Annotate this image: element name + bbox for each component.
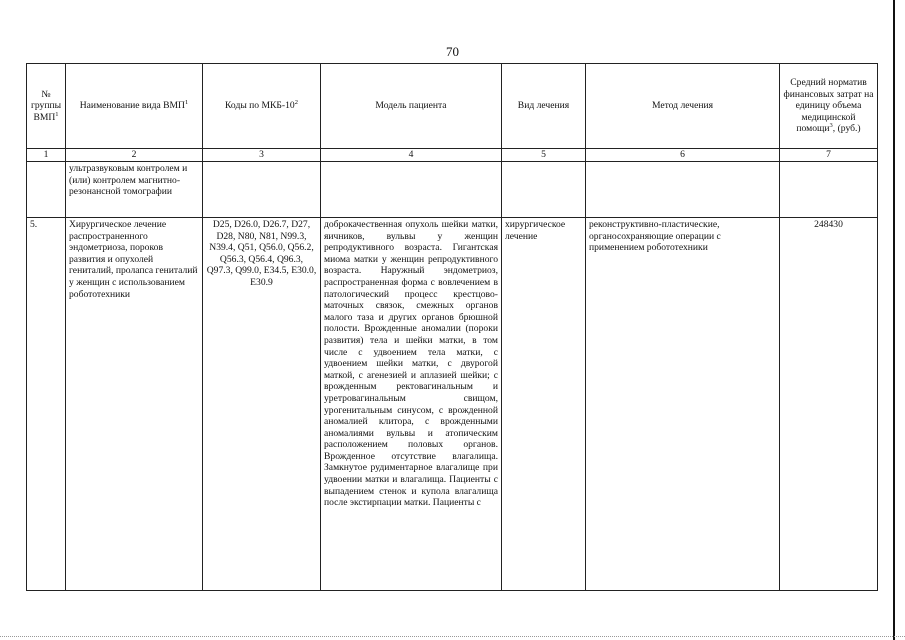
table-row — [27, 218, 878, 591]
cell-empty — [586, 162, 780, 218]
continuation-row — [27, 162, 878, 218]
column-number: 3 — [203, 149, 321, 162]
cell-empty — [27, 162, 66, 218]
header-patient-model: Модель пациента — [321, 64, 502, 149]
column-number: 5 — [502, 149, 586, 162]
column-number: 1 — [27, 149, 66, 162]
column-number: 4 — [321, 149, 502, 162]
continuation-vmp-name: ультразвуковым контролем и (или) контролем магнитно-резонансной томографии — [66, 162, 203, 218]
scan-bottom-dots — [0, 636, 905, 638]
table-header-row — [27, 64, 878, 149]
column-number: 2 — [66, 149, 203, 162]
group-number-cell: 5. — [27, 218, 66, 591]
header-icd-codes: Коды по МКБ-$10^2$ — [203, 64, 321, 149]
column-number: 7 — [780, 149, 878, 162]
vmp-table — [26, 63, 878, 591]
cell-empty — [780, 162, 878, 218]
treatment-method-cell: реконструктивно-пластические, органосохраняющие операции с применением робототехники — [586, 218, 780, 591]
average-cost-cell: 248430 — [780, 218, 878, 591]
column-number: 6 — [586, 149, 780, 162]
scan-edge-line — [893, 0, 895, 640]
header-treatment-method: Метод лечения — [586, 64, 780, 149]
page-number: 70 — [446, 44, 459, 59]
header-vmp-name: Наименование вида ВМП$^1$ — [66, 64, 203, 149]
cell-empty — [502, 162, 586, 218]
header-treatment-type: Вид лечения — [502, 64, 586, 149]
header-group-number: № группы ВМП$^1$ — [27, 64, 66, 149]
patient-model-cell: доброкачественная опухоль шейки матки, яичников, вульвы у женщин репродуктивного возраста. Гигантская миома матки у женщин репродуктивного возраста. Наружный эндометриоз, распространенная форма с вовлечением в патологический процесс крестцово-маточных связок, смежных органов малого таза и других органов брюшной полости. Врожденные аномалии (пороки развития) тела и шейки матки, в том числе с удвоением тела матки, с удвоением шейки матки, с двурогой маткой, с агенезией и аплазией шейки; с врожденным ректовагинальным и уретровагинальным свищом, урогенитальным синусом, с врожденной аномалией клитора, с врожденными аномалиями вульвы и атопическим расположением половых органов. Врожденное отсутствие влагалища. Замкнутое рудиментарное влагалище при удвоении матки и влагалища. Пациенты с выпадением стенок и купола влагалища после экстирпации матки. Пациенты с — [321, 218, 502, 591]
vmp-name-cell: Хирургическое лечение распространенного эндометриоза, пороков развития и опухолей гениталий, пролапса гениталий у женщин с использованием робототехники — [66, 218, 203, 591]
column-number-row — [27, 149, 878, 162]
header-average-cost: Средний норматив финансовых затрат на единицу объема медицинской помощи$^3$, (руб.) — [780, 64, 878, 149]
cell-empty — [321, 162, 502, 218]
treatment-type-cell: хирургическое лечение — [502, 218, 586, 591]
icd-codes-cell: D25, D26.0, D26.7, D27, D28, N80, N81, N99.3, N39.4, Q51, Q56.0, Q56.2, Q56.3, Q56.4, Q96.3, Q97.3, Q99.0, E34.5, E30.0, E30.9 — [203, 218, 321, 591]
cell-empty — [203, 162, 321, 218]
